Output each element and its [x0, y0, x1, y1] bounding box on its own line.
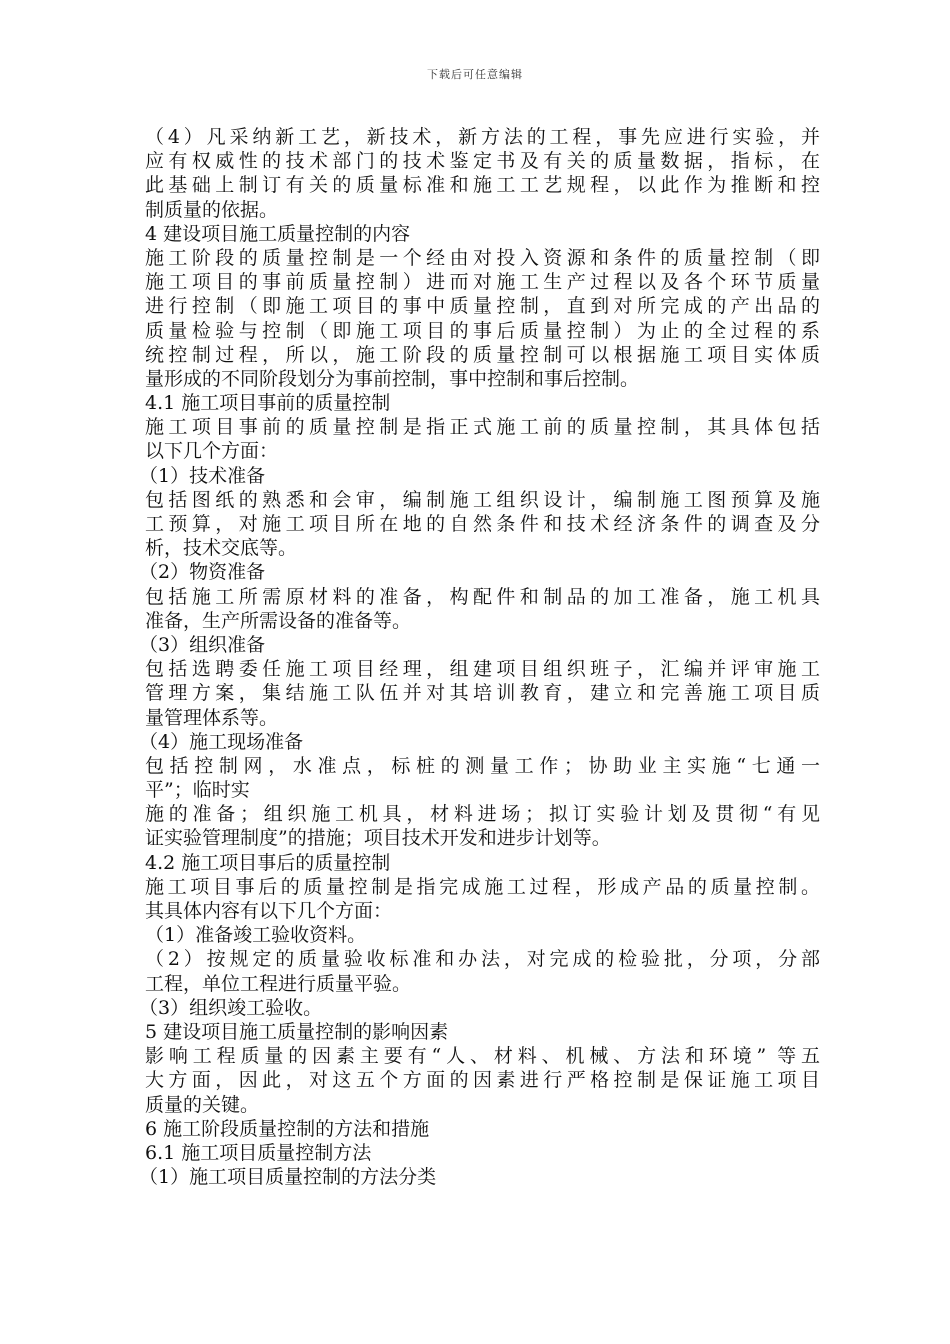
text-line: 证实验管理制度”的措施；项目技术开发和进步计划等。 — [145, 827, 611, 850]
text-line: 4.1 施工项目事前的质量控制 — [145, 392, 391, 415]
text-line: 质量的关键。 — [145, 1093, 260, 1116]
text-line: 以下几个方面： — [145, 440, 279, 463]
text-line: 施工阶段的质量控制是一个经由对投入资源和条件的质量控制（即 — [145, 246, 820, 269]
text-line: 进行控制（即施工项目的事中质量控制，直到对所完成的产出品的 — [145, 295, 820, 318]
text-line: 此基础上制订有关的质量标准和施工工艺规程，以此作为推断和控 — [145, 174, 820, 197]
text-line: 工预算，对施工项目所在地的自然条件和技术经济条件的调查及分 — [145, 513, 820, 535]
text-line: （2）按规定的质量验收标准和办法，对完成的检验批，分项，分部 — [145, 948, 820, 971]
text-line: 4 建设项目施工质量控制的内容 — [145, 222, 411, 245]
text-line: 量管理体系等。 — [145, 706, 279, 729]
text-line: 准备，生产所需设备的准备等。 — [145, 609, 412, 632]
text-line: 管理方案，集结施工队伍并对其培训教育，建立和完善施工项目质 — [145, 682, 820, 705]
text-line: （3）组织准备 — [139, 633, 266, 656]
text-line: 量形成的不同阶段划分为事前控制，事中控制和事后控制。 — [145, 367, 640, 390]
text-line: 施工项目事前的质量控制是指正式施工前的质量控制，其具体包括 — [145, 416, 820, 439]
text-line: 大方面，因此，对这五个方面的因素进行严格控制是保证施工项目 — [145, 1069, 820, 1092]
text-line: 施工项目事后的质量控制是指完成施工过程，形成产品的质量控制。 — [145, 875, 820, 898]
text-line: 影响工程质量的因素主要有“人、材料、机械、方法和环境” 等五 — [145, 1045, 820, 1068]
text-line: 施工项目的事前质量控制）进而对施工生产过程以及各个环节质量 — [145, 271, 820, 294]
text-line: 包括图纸的熟悉和会审，编制施工组织设计，编制施工图预算及施 — [145, 488, 820, 511]
text-line: 包括施工所需原材料的准备，构配件和制品的加工准备，施工机具 — [145, 585, 820, 608]
text-line: 制质量的依据。 — [145, 198, 279, 221]
text-line: （4）施工现场准备 — [139, 730, 304, 753]
text-line: 6 施工阶段质量控制的方法和措施 — [145, 1117, 430, 1140]
text-line: （1）准备竣工验收资料。 — [145, 924, 367, 947]
text-line: （2）物资准备 — [139, 561, 266, 584]
text-line: 5 建设项目施工质量控制的影响因素 — [145, 1020, 449, 1043]
text-line: 施的准备；组织施工机具，材料进场；拟订实验计划及贯彻“有见 — [145, 803, 820, 826]
text-line: 包括选聘委任施工项目经理，组建项目组织班子，汇编并评审施工 — [145, 658, 820, 681]
document-body — [139, 125, 820, 1189]
text-line: 工程，单位工程进行质量平验。 — [145, 972, 412, 995]
page-header-note: 下载后可任意编辑 — [427, 68, 523, 81]
text-line: （1）施工项目质量控制的方法分类 — [139, 1166, 437, 1189]
text-line: 统控制过程，所以，施工阶段的质量控制可以根据施工项目实体质 — [145, 343, 820, 366]
text-line: 析，技术交底等。 — [145, 537, 298, 560]
text-line: （3）组织竣工验收。 — [139, 996, 323, 1019]
text-line: 其具体内容有以下几个方面： — [145, 900, 393, 922]
text-line: 平”；临时实 — [145, 779, 250, 802]
text-line: （4）凡采纳新工艺，新技术，新方法的工程，事先应进行实验，并 — [145, 126, 820, 148]
text-line: 质量检验与控制（即施工项目的事后质量控制）为止的全过程的系 — [145, 319, 820, 342]
text-line: 4.2 施工项目事后的质量控制 — [145, 851, 391, 874]
text-line: 6.1 施工项目质量控制方法 — [145, 1141, 372, 1164]
text-line: （1）技术准备 — [139, 464, 266, 487]
text-line: 应有权威性的技术部门的技术鉴定书及有关的质量数据，指标，在 — [145, 150, 820, 173]
text-line: 包括控制网，水准点，标桩的测量工作；协助业主实施“七通一 — [145, 754, 820, 777]
